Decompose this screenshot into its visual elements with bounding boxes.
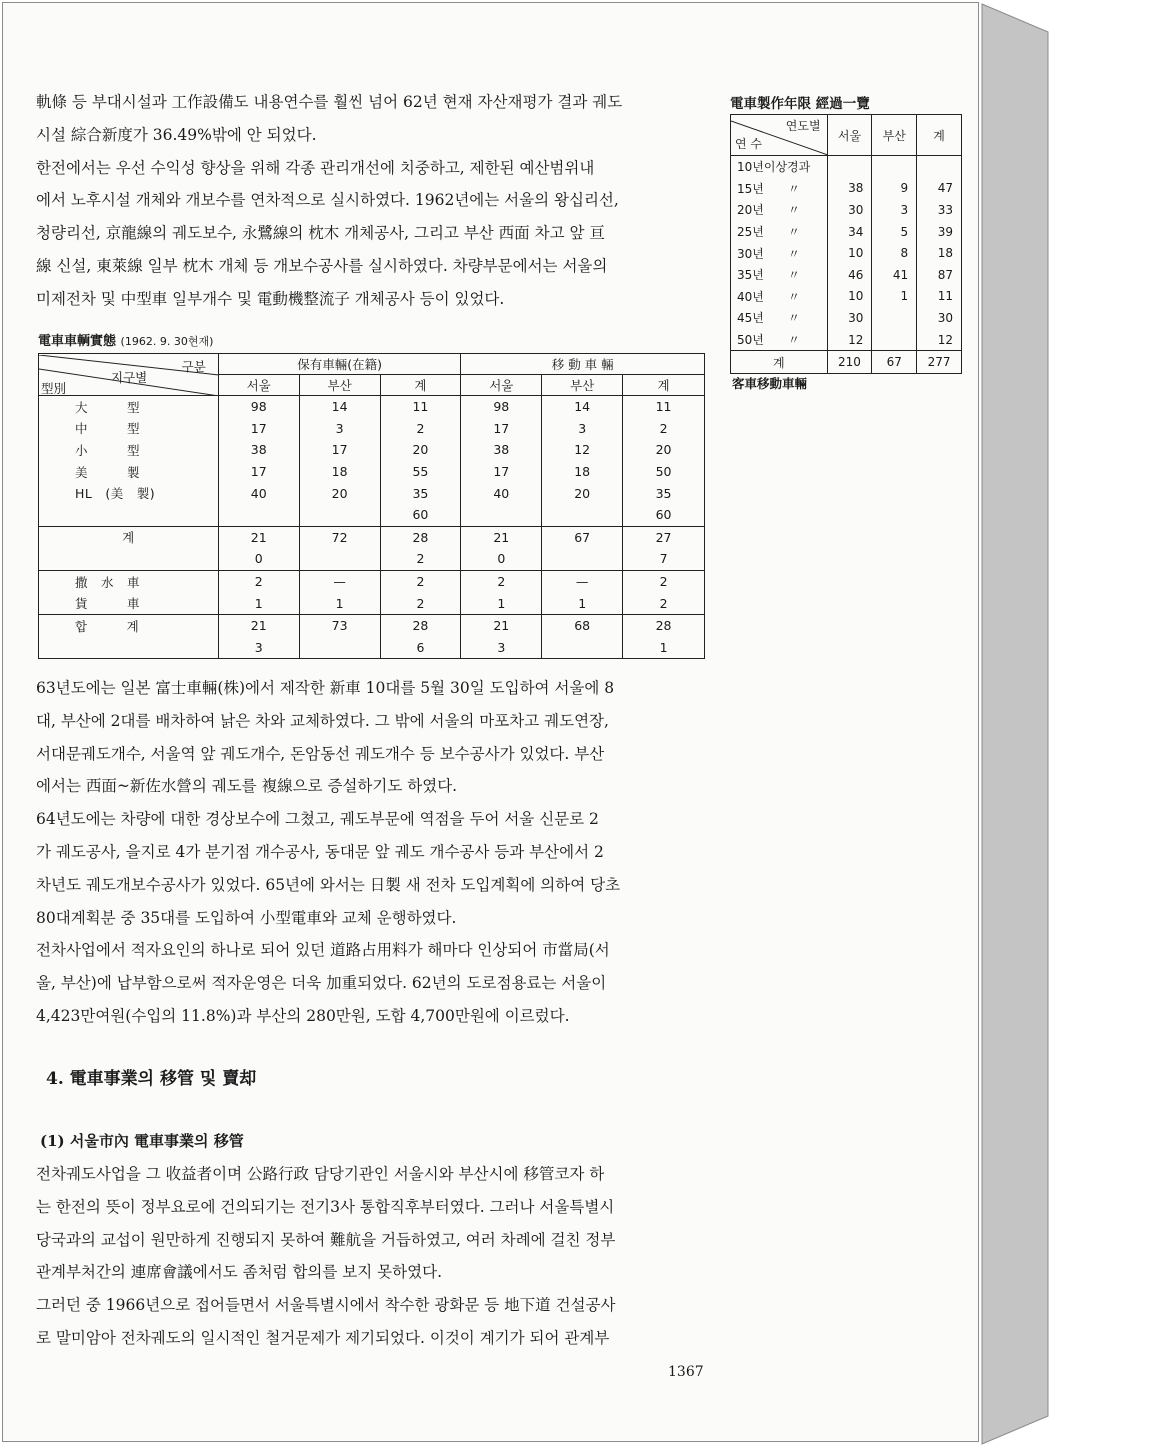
table-cell: 20 [623, 439, 705, 461]
text-line: 80대계획분 중 35대를 도입하여 小型電車와 교체 운행하였다. [36, 908, 457, 927]
table-cell: 3 [461, 637, 542, 659]
vehicle-table-title: 電車車輌實態 [38, 334, 117, 349]
table-cell: 2 [380, 570, 461, 592]
table-cell: 0 [218, 548, 299, 570]
table-cell [461, 504, 542, 526]
table-cell [542, 548, 623, 570]
table-cell: 20 [299, 482, 380, 504]
text-line: 서대문궤도개수, 서울역 앞 궤도개수, 돈암동선 궤도개수 등 보수공사가 있었다. 부산 [36, 744, 605, 763]
table-cell: 2 [623, 418, 705, 440]
table-cell: 67 [542, 526, 623, 548]
table-cell: 38 [461, 439, 542, 461]
table-cell: 60 [380, 504, 461, 526]
section-heading: 4. 電車事業의 移管 및 賣却 [46, 1069, 257, 1089]
text-line: 63년도에는 일본 富士車輛(株)에서 제작한 新車 10대를 5월 30일 도입하여 서울에 8 [36, 679, 615, 697]
table-row [731, 286, 962, 308]
body-text-top [36, 86, 706, 316]
page-number: 1367 [668, 1364, 704, 1380]
age-total-sum: 277 [917, 351, 962, 374]
table-cell: 10 [827, 242, 872, 264]
table-cell: 2 [623, 570, 705, 592]
table-cell: 8 [872, 242, 917, 264]
table-cell: 3 [872, 199, 917, 221]
vehicle-age-table [730, 114, 962, 374]
table-cell: 21 [461, 526, 542, 548]
table-row [39, 504, 705, 526]
vehicle-table-date: (1962. 9. 30현재) [120, 335, 214, 348]
table-cell: 46 [827, 264, 872, 286]
table-cell: 30 [917, 307, 962, 329]
table-cell: 35 [380, 482, 461, 504]
table-cell [218, 504, 299, 526]
table-cell [872, 156, 917, 178]
table-row [39, 548, 705, 570]
table-cell: 10 [827, 286, 872, 308]
table-row [39, 418, 705, 440]
table-cell: 41 [872, 264, 917, 286]
table-cell: 38 [827, 178, 872, 200]
table-cell [542, 637, 623, 659]
age-table-footnote: 客車移動車輛 [732, 376, 808, 391]
table-row [39, 482, 705, 504]
table-cell: 27 [623, 526, 705, 548]
table-cell: 40 [461, 482, 542, 504]
row-label: 40년 〃 [731, 286, 828, 308]
table-cell: 1 [299, 592, 380, 614]
table-cell: 87 [917, 264, 962, 286]
table-row [731, 221, 962, 243]
table-row [39, 439, 705, 461]
column-header: 부산 [542, 375, 623, 396]
table-cell: 3 [542, 418, 623, 440]
table-cell: 2 [218, 570, 299, 592]
table-cell: 3 [299, 418, 380, 440]
table-cell: 11 [380, 396, 461, 418]
text-line: 에서 노후시설 개체와 개보수를 연차적으로 실시하였다. 1962년에는 서울의 왕십리선, [36, 191, 619, 210]
age-header-seoul: 서울 [827, 115, 872, 156]
vehicle-table-caption [38, 330, 213, 349]
text-line: 64년도에는 차량에 대한 경상보수에 그쳤고, 궤도부문에 역점을 두어 서울 신문로 2 [36, 810, 599, 829]
table-cell: 11 [917, 286, 962, 308]
age-total-seoul: 210 [827, 351, 872, 374]
table-cell: 21 [218, 526, 299, 548]
row-label: 20년 〃 [731, 199, 828, 221]
table-cell: 11 [623, 396, 705, 418]
row-label: 30년 〃 [731, 242, 828, 264]
table-cell: 18 [917, 242, 962, 264]
text-line: 시설 綜合新度가 36.49%밖에 안 되었다. [36, 125, 317, 144]
table-cell: 18 [299, 461, 380, 483]
table-cell [299, 548, 380, 570]
table-cell [872, 307, 917, 329]
table-cell: 17 [218, 461, 299, 483]
table-cell: 9 [872, 178, 917, 200]
table-cell: 12 [542, 439, 623, 461]
table-cell [917, 156, 962, 178]
text-line: 軌條 등 부대시설과 工作設備도 내용연수를 훨씬 넘어 62년 현재 자산재평가 결과 궤도 [36, 93, 623, 111]
age-total-busan: 67 [872, 351, 917, 374]
table-cell: 47 [917, 178, 962, 200]
table-cell: 35 [623, 482, 705, 504]
table-cell: 73 [299, 614, 380, 636]
table-cell: 7 [623, 548, 705, 570]
text-line: 에서는 西面~新佐水營의 궤도를 複線으로 증설하기도 하였다. [36, 777, 458, 796]
table-cell: 98 [461, 396, 542, 418]
table-cell: 1 [623, 637, 705, 659]
table-cell: 3 [218, 637, 299, 659]
table-cell [827, 156, 872, 178]
table-cell: 2 [623, 592, 705, 614]
table-cell: 1 [218, 592, 299, 614]
text-line: 차년도 궤도개보수공사가 있었다. 65년에 와서는 日製 새 전차 도입계획에 의하여 당초 [36, 875, 621, 894]
table-row [39, 526, 705, 548]
table-cell: 17 [299, 439, 380, 461]
table-cell: 28 [380, 526, 461, 548]
row-label: 大 型 [39, 396, 219, 418]
table-cell: 34 [827, 221, 872, 243]
age-corner-top: 연도별 [785, 119, 821, 133]
table-cell: 50 [623, 461, 705, 483]
body-text-middle [36, 672, 706, 1033]
row-label: 합 계 [39, 614, 219, 636]
table-cell: 2 [380, 418, 461, 440]
table-cell: 2 [461, 570, 542, 592]
table-cell: 20 [542, 482, 623, 504]
text-line: 가 궤도공사, 을지로 4가 분기점 개수공사, 동대문 앞 궤도 개수공사 등과 부산에서 2 [36, 842, 604, 861]
table-cell: 5 [872, 221, 917, 243]
row-label: 中 型 [39, 418, 219, 440]
table-row [39, 614, 705, 636]
row-label [39, 548, 219, 570]
table-cell [872, 329, 917, 351]
table-row [731, 329, 962, 351]
corner-mid-label: 지구별 [111, 369, 148, 385]
column-header: 서울 [218, 375, 299, 396]
vehicle-table-corner [39, 354, 219, 396]
table-cell: 60 [623, 504, 705, 526]
row-label: 45년 〃 [731, 307, 828, 329]
body-text-bottom [36, 1158, 706, 1355]
table-cell: 2 [380, 548, 461, 570]
row-label: HL (美 製) [39, 482, 219, 504]
row-label: 35년 〃 [731, 264, 828, 286]
column-header: 계 [623, 375, 705, 396]
table-row [731, 199, 962, 221]
row-label: 50년 〃 [731, 329, 828, 351]
table-cell: 2 [380, 592, 461, 614]
row-label: 10년이상경과 [731, 156, 828, 178]
table-row [39, 592, 705, 614]
table-cell: 20 [380, 439, 461, 461]
table-row [39, 570, 705, 592]
text-line: 전차사업에서 적자요인의 하나로 되어 있던 道路占用料가 해마다 인상되어 市當局(서 [36, 941, 610, 960]
table-cell: 1 [872, 286, 917, 308]
table-cell: 0 [461, 548, 542, 570]
text-line: 대, 부산에 2대를 배차하여 낡은 차와 교체하였다. 그 밖에 서울의 마포차고 궤도연장, [36, 711, 609, 730]
table-cell: 33 [917, 199, 962, 221]
table-row [731, 178, 962, 200]
table-cell: 39 [917, 221, 962, 243]
text-line: 線 신설, 東萊線 일부 枕木 개체 등 개보수공사를 실시하였다. 차량부문에서는 서울의 [36, 256, 608, 275]
row-label: 美 製 [39, 461, 219, 483]
text-line: 관계부처간의 連席會議에서도 좀처럼 합의를 보지 못하였다. [36, 1263, 442, 1282]
subsection-heading: (1) 서울市內 電車事業의 移管 [40, 1132, 244, 1150]
group-header-moving: 移 動 車 輛 [461, 354, 705, 375]
table-cell: 17 [461, 418, 542, 440]
table-cell: 38 [218, 439, 299, 461]
table-row [39, 396, 705, 418]
table-row [39, 461, 705, 483]
table-cell: 28 [623, 614, 705, 636]
text-line: 4,423만여원(수입의 11.8%)과 부산의 280만원, 도합 4,700만원에 이르렀다. [36, 1006, 570, 1025]
table-cell: 28 [380, 614, 461, 636]
table-cell: 1 [461, 592, 542, 614]
age-total-label: 계 [731, 351, 828, 374]
table-row [731, 242, 962, 264]
table-cell: 98 [218, 396, 299, 418]
text-line: 전차궤도사업을 그 收益者이며 公路行政 담당기관인 서울시와 부산시에 移管코자 하 [36, 1165, 605, 1183]
table-cell: 12 [917, 329, 962, 351]
vehicle-status-table [38, 353, 705, 659]
age-table-caption: 電車製作年限 經過一覽 [730, 96, 870, 112]
text-line: 한전에서는 우선 수익성 향상을 위해 각종 관리개선에 치중하고, 제한된 예산범위내 [36, 158, 595, 177]
corner-top-label: 구분 [181, 358, 206, 374]
table-cell: 18 [542, 461, 623, 483]
table-cell: — [542, 570, 623, 592]
column-header: 부산 [299, 375, 380, 396]
age-header-total: 계 [917, 115, 962, 156]
table-cell: 55 [380, 461, 461, 483]
table-cell [299, 637, 380, 659]
column-header: 서울 [461, 375, 542, 396]
table-cell: 17 [218, 418, 299, 440]
table-cell: — [299, 570, 380, 592]
text-line: 로 말미암아 전차궤도의 일시적인 철거문제가 제기되었다. 이것이 계기가 되어 관계부 [36, 1328, 610, 1347]
table-cell: 14 [299, 396, 380, 418]
table-cell: 21 [461, 614, 542, 636]
group-header-owned: 保有車輛(在籍) [218, 354, 461, 375]
text-line: 울, 부산)에 납부함으로써 적자운영은 더욱 加重되었다. 62년의 도로점용료는 서울이 [36, 974, 607, 993]
age-table-corner [731, 115, 828, 156]
corner-bottom-label: 型別 [41, 380, 67, 396]
table-cell: 72 [299, 526, 380, 548]
text-line: 는 한전의 뜻이 정부요로에 건의되기는 전기3사 통합직후부터였다. 그러나 서울특별시 [36, 1197, 615, 1216]
table-row [731, 264, 962, 286]
table-cell: 1 [542, 592, 623, 614]
age-corner-bottom: 연 수 [735, 137, 762, 151]
table-row [39, 637, 705, 659]
column-header: 계 [380, 375, 461, 396]
table-cell: 6 [380, 637, 461, 659]
table-cell: 17 [461, 461, 542, 483]
table-cell: 68 [542, 614, 623, 636]
table-row [731, 156, 962, 178]
row-label: 15년 〃 [731, 178, 828, 200]
text-line: 미제전차 및 中型車 일부개수 및 電動機整流子 개체공사 등이 있었다. [36, 289, 505, 308]
table-cell: 12 [827, 329, 872, 351]
age-header-busan: 부산 [872, 115, 917, 156]
table-cell: 30 [827, 199, 872, 221]
row-label: 계 [39, 526, 219, 548]
text-line: 청량리선, 京龍線의 궤도보수, 永鷺線의 枕木 개체공사, 그리고 부산 西面 차고 앞 亘 [36, 224, 605, 243]
row-label: 小 型 [39, 439, 219, 461]
row-label: 25년 〃 [731, 221, 828, 243]
table-cell: 30 [827, 307, 872, 329]
row-label [39, 504, 219, 526]
row-label [39, 637, 219, 659]
table-cell: 14 [542, 396, 623, 418]
table-row [731, 307, 962, 329]
row-label: 撒 水 車 [39, 570, 219, 592]
table-cell: 40 [218, 482, 299, 504]
text-line: 당국과의 교섭이 원만하게 진행되지 못하여 難航을 거듭하였고, 여러 차례에 걸친 정부 [36, 1230, 616, 1249]
text-line: 그러던 중 1966년으로 접어들면서 서울특별시에서 착수한 광화문 등 地下道 건설공사 [36, 1296, 616, 1315]
table-cell [542, 504, 623, 526]
table-cell: 21 [218, 614, 299, 636]
row-label: 貨 車 [39, 592, 219, 614]
table-cell [299, 504, 380, 526]
